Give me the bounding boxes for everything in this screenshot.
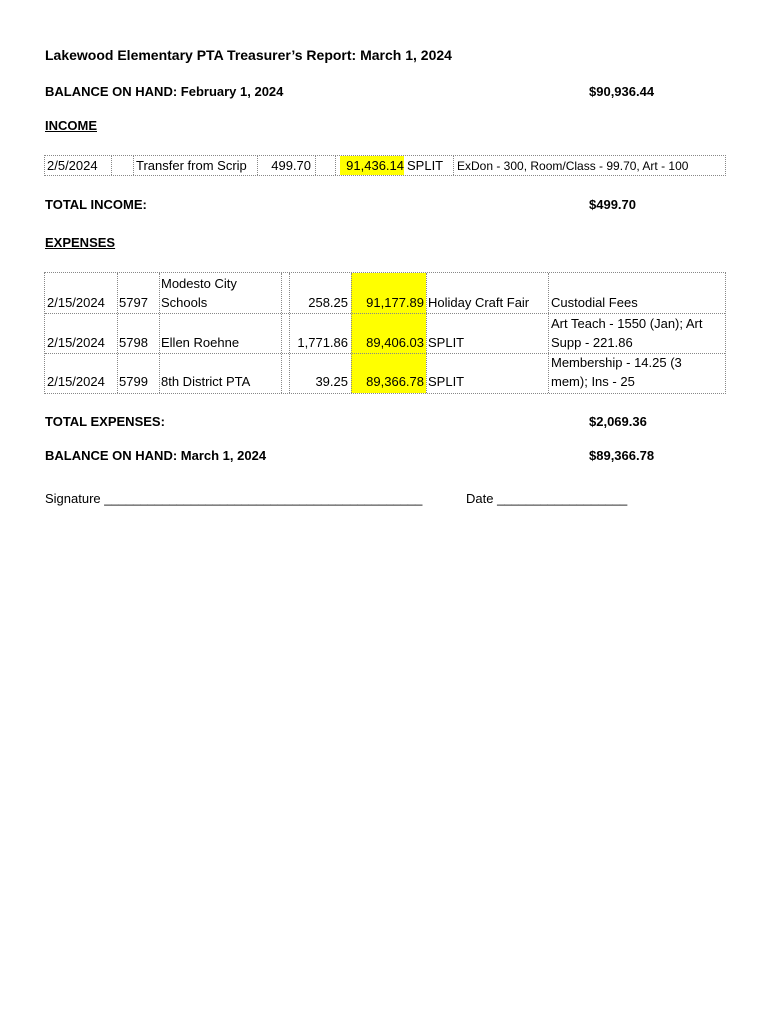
expense-payee-line1: Modesto City [161,276,237,291]
expense-balance: 91,177.89 [366,295,424,310]
income-description: Transfer from Scrip [136,158,247,173]
expense-payee-line2: Ellen Roehne [161,335,240,350]
total-income-amount: $499.70 [589,197,636,212]
income-date: 2/5/2024 [47,158,98,173]
income-category: SPLIT [407,158,444,173]
expense-date: 2/15/2024 [47,335,105,350]
expense-check: 5798 [119,335,148,350]
income-amount: 499.70 [271,158,311,173]
income-balance: 91,436.14 [346,158,404,173]
income-notes: ExDon - 300, Room/Class - 99.70, Art - 100 [457,159,689,173]
expense-notes-line1: Art Teach - 1550 (Jan); Art [551,316,703,331]
date-line: Date __________________ [466,491,628,506]
closing-balance-label: BALANCE ON HAND: March 1, 2024 [45,448,267,463]
expense-check: 5797 [119,295,148,310]
total-expenses-label: TOTAL EXPENSES: [45,414,165,429]
expense-notes-line2: Supp - 221.86 [551,335,633,350]
expense-check: 5799 [119,374,148,389]
expense-category: SPLIT [428,335,465,350]
income-heading: INCOME [45,118,97,133]
total-expenses-amount: $2,069.36 [589,414,647,429]
expense-notes-line1: Membership - 14.25 (3 [551,355,682,370]
income-table [44,155,726,176]
expense-category: SPLIT [428,374,465,389]
expense-payee-line2: Schools [161,295,208,310]
opening-balance-label: BALANCE ON HAND: February 1, 2024 [45,84,284,99]
expense-notes-line2: mem); Ins - 25 [551,374,635,389]
expenses-table [44,272,726,394]
expense-date: 2/15/2024 [47,374,105,389]
expense-date: 2/15/2024 [47,295,105,310]
expense-balance: 89,366.78 [366,374,424,389]
expense-payee-line2: 8th District PTA [161,374,251,389]
expenses-heading: EXPENSES [45,235,116,250]
opening-balance-amount: $90,936.44 [589,84,655,99]
signature-line: Signature ____________________________________________ [45,491,423,506]
expense-amount: 1,771.86 [297,335,348,350]
report-title: Lakewood Elementary PTA Treasurer’s Report: March 1, 2024 [45,47,452,63]
expense-amount: 258.25 [308,295,348,310]
total-income-label: TOTAL INCOME: [45,197,147,212]
expense-notes-line2: Custodial Fees [551,295,638,310]
expense-category: Holiday Craft Fair [428,295,530,310]
closing-balance-amount: $89,366.78 [589,448,655,463]
expense-amount: 39.25 [315,374,348,389]
expense-balance: 89,406.03 [366,335,424,350]
